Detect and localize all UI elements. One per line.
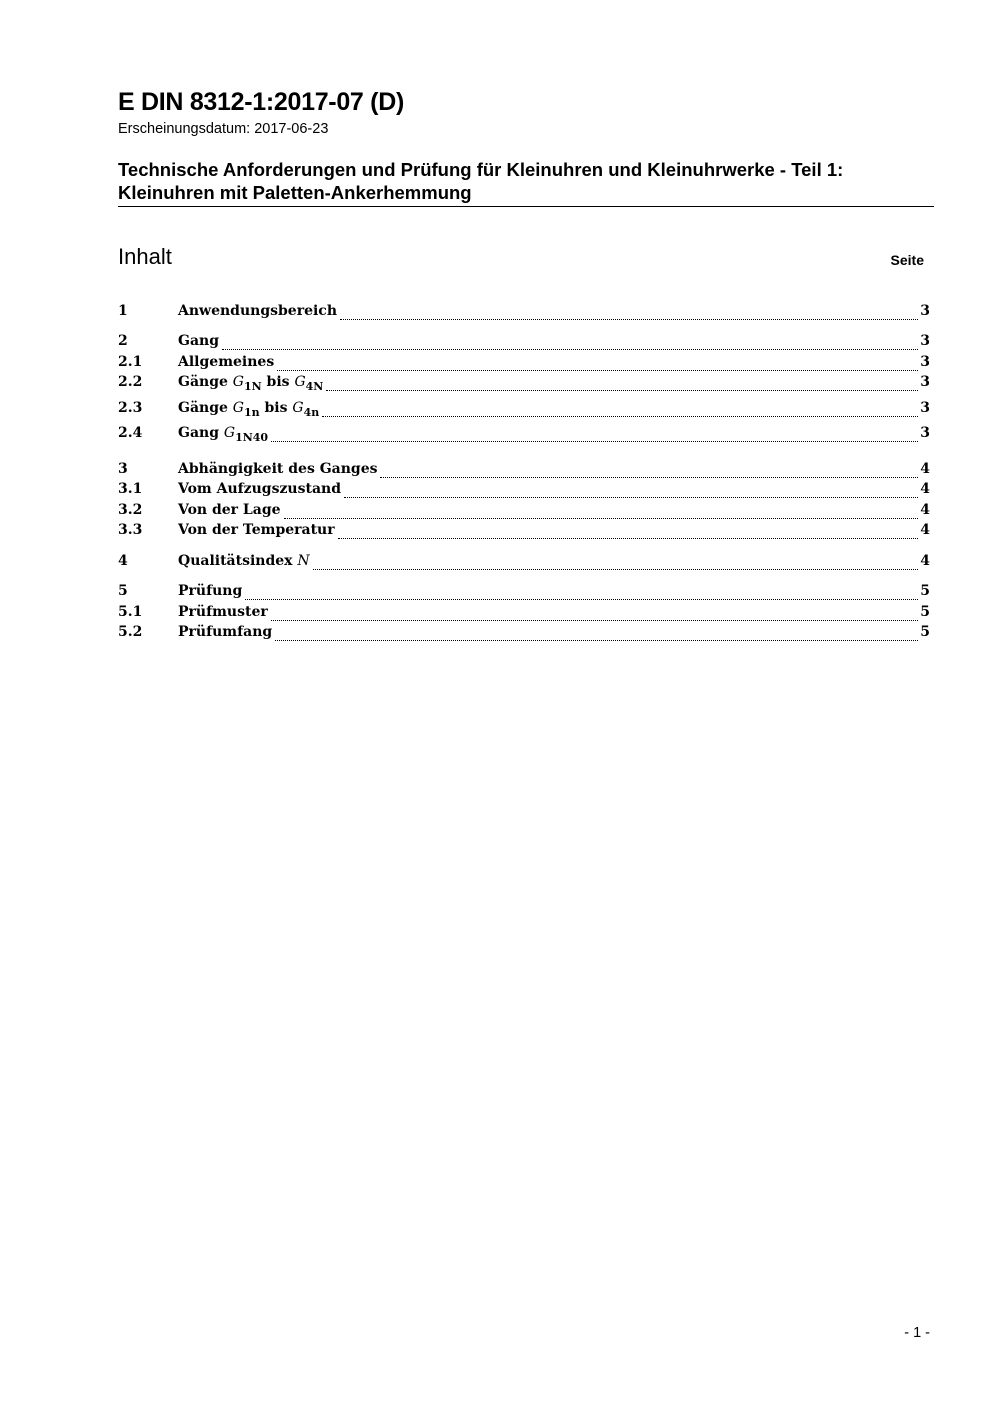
toc-entry-title-text: Qualitätsindex: [178, 553, 298, 569]
toc-entry-title-text: bis: [259, 400, 293, 416]
formula-symbol: G: [232, 374, 244, 390]
toc-heading: Inhalt: [118, 244, 172, 269]
toc-entry-title-text: Gänge: [178, 374, 233, 390]
formula-subscript: 1N40: [235, 431, 269, 444]
toc-entry-title-text: bis: [261, 374, 295, 390]
toc-entry-number: 1: [118, 303, 128, 319]
toc-entry-title: Prüfumfang: [178, 624, 273, 640]
toc-entry-title: Abhängigkeit des Ganges: [178, 461, 378, 477]
toc-entry[interactable]: [118, 502, 930, 522]
toc-entry-page: 3: [920, 400, 930, 416]
toc-entry-title: [178, 400, 321, 419]
toc-entry-number: 2: [118, 333, 128, 349]
toc-leader-dots: [277, 370, 918, 371]
formula-subscript: 4N: [305, 380, 324, 393]
formula-symbol: N: [297, 553, 310, 569]
toc-entry-number: 5: [118, 583, 128, 599]
publication-date: Erscheinungsdatum: 2017-06-23: [118, 121, 329, 137]
toc-leader-dots: [284, 518, 919, 519]
title-divider: [118, 206, 934, 207]
toc-entry-title: Allgemeines: [178, 354, 275, 370]
toc-entry-page: 4: [920, 522, 930, 538]
toc-entry-number: 3: [118, 461, 128, 477]
document-title-line-2: Kleinuhren mit Paletten-Ankerhemmung: [118, 182, 472, 203]
document-id: E DIN 8312-1:2017-07 (D): [118, 88, 404, 116]
toc-entry-page: 5: [920, 583, 930, 599]
toc-entry[interactable]: [118, 481, 930, 501]
toc-entry-title: Anwendungsbereich: [178, 303, 337, 319]
toc-entry-number: 5.1: [118, 604, 143, 620]
formula-symbol: G: [292, 400, 304, 416]
toc-entry-page: 3: [920, 374, 930, 390]
toc-entry-page: 5: [920, 604, 930, 620]
formula-symbol: G: [232, 400, 244, 416]
toc-entry-page: 3: [920, 354, 930, 370]
toc-entry-number: 2.4: [118, 425, 143, 441]
toc-entry-page: 4: [920, 481, 930, 497]
formula-subscript: 4n: [303, 406, 320, 419]
toc-entry[interactable]: [118, 400, 930, 420]
toc-entry-title: [178, 553, 312, 569]
toc-leader-dots: [380, 477, 918, 478]
toc-leader-dots: [275, 640, 918, 641]
toc-entry[interactable]: [118, 425, 930, 445]
formula-symbol: G: [223, 425, 236, 441]
toc-entry-title: Gang: [178, 333, 219, 349]
toc-entry-page: 4: [920, 553, 930, 569]
toc-entry-page: 3: [920, 333, 930, 349]
toc-entry-title: [178, 374, 325, 393]
toc-entry[interactable]: [118, 553, 930, 573]
toc-entry[interactable]: [118, 604, 930, 624]
toc-entry-page: 4: [920, 502, 930, 518]
toc-entry[interactable]: [118, 303, 930, 323]
toc-leader-dots: [322, 416, 918, 417]
toc-leader-dots: [326, 390, 918, 391]
formula-symbol: G: [294, 374, 306, 390]
toc-entry-number: 2.1: [118, 354, 143, 370]
toc-entry-page: 3: [920, 425, 930, 441]
toc-entry[interactable]: [118, 583, 930, 603]
toc-leader-dots: [222, 349, 918, 350]
toc-entry-page: 3: [920, 303, 930, 319]
toc-entry-title-text: Gang: [178, 425, 224, 441]
document-title: [118, 158, 934, 204]
toc-entry-number: 3.1: [118, 481, 143, 497]
toc-entry-title: Prüfung: [178, 583, 243, 599]
formula-subscript: 1n: [243, 406, 260, 419]
toc-leader-dots: [313, 569, 919, 570]
toc-entry[interactable]: [118, 624, 930, 644]
page-number: - 1 -: [904, 1325, 930, 1341]
toc-leader-dots: [338, 538, 919, 539]
toc-entry-title: Vom Aufzugszustand: [178, 481, 341, 497]
toc-entry[interactable]: [118, 461, 930, 481]
toc-entry-number: 2.3: [118, 400, 143, 416]
toc-leader-dots: [340, 319, 918, 320]
toc-entry-title-text: Gänge: [178, 400, 233, 416]
toc-entry-number: 4: [118, 553, 128, 569]
toc-page-column-label: Seite: [890, 252, 924, 268]
toc-entry-title: [178, 425, 270, 444]
toc-leader-dots: [271, 620, 919, 621]
document-title-line-1: Technische Anforderungen und Prüfung für Kleinuhren und Kleinuhrwerke - Teil 1:: [118, 159, 844, 180]
toc-entry-number: 2.2: [118, 374, 143, 390]
toc-entry[interactable]: [118, 522, 930, 542]
toc-entry-title: Von der Temperatur: [178, 522, 335, 538]
toc-leader-dots: [271, 441, 918, 442]
toc-entry-page: 5: [920, 624, 930, 640]
toc-entry[interactable]: [118, 354, 930, 374]
toc-entry-number: 5.2: [118, 624, 143, 640]
toc-entry-number: 3.3: [118, 522, 143, 538]
toc-entry-title: Von der Lage: [178, 502, 281, 518]
toc-entry[interactable]: [118, 374, 930, 394]
formula-subscript: 1N: [243, 380, 262, 393]
toc-leader-dots: [245, 599, 918, 600]
toc-entry-page: 4: [920, 461, 930, 477]
toc-entry-number: 3.2: [118, 502, 143, 518]
toc-entry[interactable]: [118, 333, 930, 353]
toc-leader-dots: [344, 497, 918, 498]
toc-entry-title: Prüfmuster: [178, 604, 268, 620]
